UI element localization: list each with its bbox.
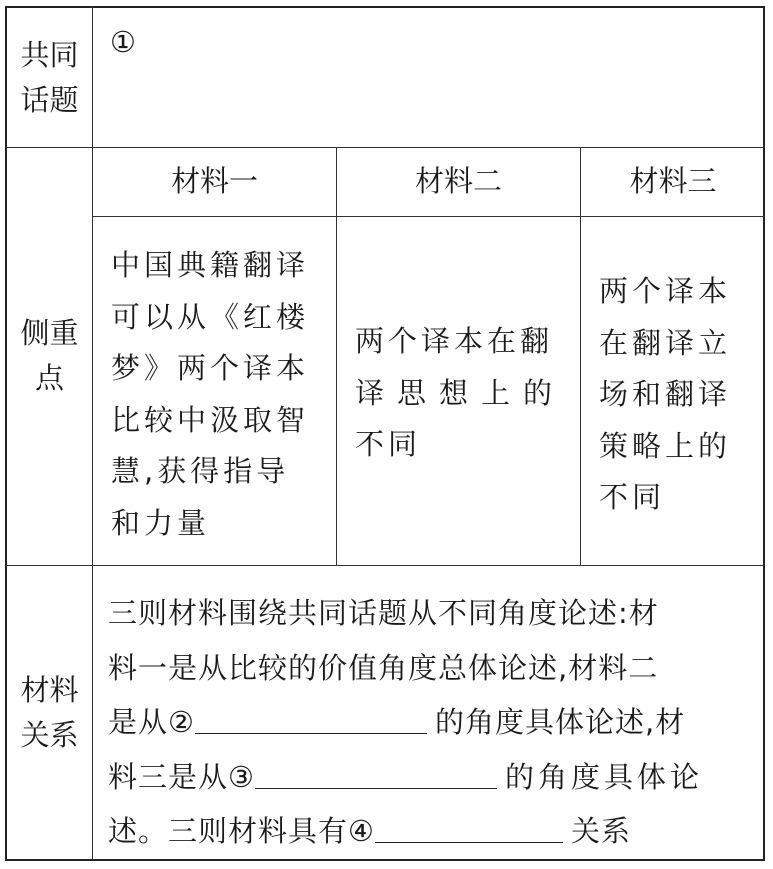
relation-line-3-post: 的角度具体论述,材 <box>435 705 686 739</box>
relation-line-3 <box>108 695 758 750</box>
relation-line-5 <box>108 804 758 859</box>
material-3-line-3: 场和翻译 <box>599 377 732 412</box>
material-1-line-3: 梦》两个译本 <box>111 351 310 386</box>
material-3-header: 材料三 <box>629 164 717 199</box>
focus-label-line-2: 点 <box>34 361 64 395</box>
material-3-line-4: 策略上的 <box>599 428 732 463</box>
relation-line-1: 三则材料围绕共同话题从不同角度论述:材 <box>108 596 659 630</box>
relation-line-5-post: 关系 <box>571 814 632 848</box>
subheader-divider <box>92 216 765 217</box>
material-2-focus <box>355 316 577 471</box>
answer-blank-2[interactable] <box>195 703 427 734</box>
material-2-header: 材料二 <box>414 164 502 199</box>
material-3-line-1: 两个译本 <box>599 274 732 308</box>
topic-label <box>7 8 92 147</box>
material-1-header: 材料一 <box>170 164 258 199</box>
material-3-line-5: 不同 <box>599 480 666 515</box>
relation-label-line-1: 材料 <box>20 672 79 707</box>
material-1-focus <box>111 240 333 550</box>
relation-line-4-pre: 料三是从③ <box>108 759 255 794</box>
material-3-line-2: 在翻译立 <box>599 325 732 360</box>
material-2-line-2: 译思想上的 <box>355 375 566 410</box>
topic-label-line-1: 共同 <box>20 37 79 72</box>
material-1-line-5: 慧,获得指导 <box>111 454 290 489</box>
topic-label-line-2: 话题 <box>20 82 79 117</box>
material-1-line-4: 比较中汲取智 <box>111 402 310 437</box>
relation-line-2: 料一是从比较的价值角度总体论述,材料二 <box>108 650 659 685</box>
topic-content: ① <box>110 25 136 59</box>
relation-line-3-pre: 是从② <box>108 705 195 739</box>
material-1-line-6: 和力量 <box>111 506 211 541</box>
relation-label <box>7 566 92 859</box>
focus-label-line-1: 侧重 <box>20 316 79 351</box>
answer-blank-3[interactable] <box>255 758 497 789</box>
material-1-line-1: 中国典籍翻译 <box>111 248 310 282</box>
label-column-divider <box>92 6 93 861</box>
relation-line-4 <box>108 750 758 805</box>
focus-label <box>7 147 92 565</box>
relation-line-5-pre: 述。三则材料具有④ <box>108 814 375 848</box>
answer-blank-4[interactable] <box>375 812 563 843</box>
material-1-line-2: 可以从《红楼 <box>111 299 310 334</box>
material-2-line-1: 两个译本在翻 <box>355 324 554 358</box>
relation-line-4-post: 的角度具体论 <box>505 759 704 794</box>
row-divider-focus <box>5 565 765 566</box>
material-3-focus <box>599 266 761 524</box>
relation-label-line-2: 关系 <box>20 717 79 752</box>
material-2-line-3: 不同 <box>355 427 422 462</box>
relation-content <box>108 586 758 859</box>
